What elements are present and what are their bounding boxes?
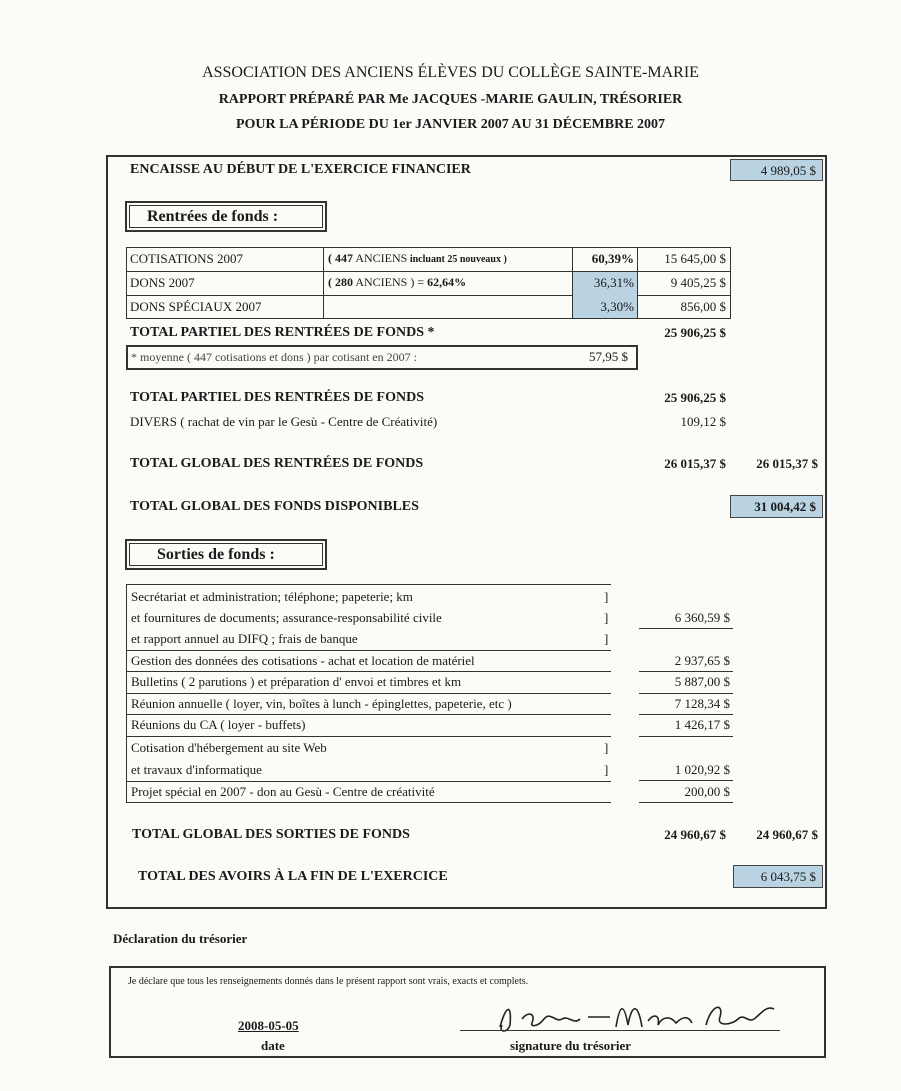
fin-amount: 6 043,75 $ — [733, 865, 823, 888]
row-label: Cotisation d'hébergement au site Web — [131, 740, 327, 755]
row-bracket: ] — [604, 762, 609, 777]
sorties-global-amount-right: 24 960,67 $ — [756, 827, 818, 842]
declaration-text: Je déclare que tous les renseignements donnés dans le présent rapport sont vrais, exacts et complets. — [128, 976, 529, 987]
row-amount: 856,00 $ — [680, 299, 726, 314]
opening-balance-amount: 4 989,05 $ — [730, 159, 823, 181]
row-label: COTISATIONS 2007 — [130, 251, 244, 266]
rentrees-global-label: TOTAL GLOBAL DES RENTRÉES DE FONDS — [130, 456, 424, 471]
row-note: ( 447 ANCIENS incluant 25 nouveaux ) — [328, 251, 507, 265]
fin-label: TOTAL DES AVOIRS À LA FIN DE L'EXERCICE — [138, 869, 448, 884]
disponibles-amount: 31 004,42 $ — [730, 495, 823, 518]
divers-amount: 109,12 $ — [680, 414, 726, 429]
row-amount: 15 645,00 $ — [664, 251, 726, 266]
row-amount: 1 426,17 $ — [674, 717, 730, 732]
signature-label: signature du trésorier — [510, 1038, 632, 1053]
signature-image — [492, 997, 782, 1044]
row-percent: 60,39% — [591, 251, 634, 266]
header-line-2: RAPPORT PRÉPARÉ PAR Me JACQUES -MARIE GAULIN, TRÉSORIER — [218, 92, 683, 107]
sorties-global-label: TOTAL GLOBAL DES SORTIES DE FONDS — [132, 827, 410, 842]
rentrees-global-amount-right: 26 015,37 $ — [756, 456, 818, 471]
row-label: et fournitures de documents; assurance-responsabilité civile — [131, 610, 442, 625]
divers-label: DIVERS ( rachat de vin par le Gesù - Centre de Créativité) — [130, 414, 438, 429]
rentrees-subtotal2-label: TOTAL PARTIEL DES RENTRÉES DE FONDS — [130, 390, 424, 405]
row-percent: 3,30% — [600, 299, 634, 314]
row-label: DONS 2007 — [130, 275, 195, 290]
row-amount: 2 937,65 $ — [674, 653, 730, 668]
row-label: Bulletins ( 2 parutions ) et préparation d' envoi et timbres et km — [131, 674, 462, 689]
average-amount: 57,95 $ — [589, 349, 628, 364]
row-bracket: ] — [604, 610, 609, 625]
row-label: Gestion des données des cotisations - achat et location de matériel — [131, 653, 475, 668]
row-label: DONS SPÉCIAUX 2007 — [130, 299, 262, 314]
row-note: ( 280 ANCIENS ) = 62,64% — [328, 275, 467, 289]
row-amount: 7 128,34 $ — [674, 696, 730, 711]
row-bracket: ] — [604, 589, 609, 604]
row-amount: 200,00 $ — [684, 784, 730, 799]
row-label: Secrétariat et administration; téléphone; papeterie; km — [131, 589, 413, 604]
declaration-date-label: date — [261, 1038, 285, 1053]
row-bracket: ] — [604, 740, 609, 755]
header-line-1: ASSOCIATION DES ANCIENS ÉLÈVES DU COLLÈGE SAINTE-MARIE — [202, 64, 699, 81]
rentrees-subtotal-label: TOTAL PARTIEL DES RENTRÉES DE FONDS * — [130, 325, 435, 340]
row-label: Réunion annuelle ( loyer, vin, boîtes à lunch - épinglettes, papeterie, etc ) — [131, 696, 512, 711]
declaration-heading: Déclaration du trésorier — [113, 931, 248, 946]
row-bracket: ] — [604, 631, 609, 646]
opening-balance-label: ENCAISSE AU DÉBUT DE L'EXERCICE FINANCIER — [130, 162, 471, 177]
row-label: et rapport annuel au DIFQ ; frais de banque — [131, 631, 358, 646]
row-amount: 6 360,59 $ — [674, 610, 730, 625]
row-percent: 36,31% — [593, 275, 634, 290]
rentrees-subtotal-amount: 25 906,25 $ — [664, 325, 726, 340]
sorties-global-amount: 24 960,67 $ — [664, 827, 726, 842]
rentrees-subtotal2-amount: 25 906,25 $ — [664, 390, 726, 405]
rentrees-global-amount: 26 015,37 $ — [664, 456, 726, 471]
row-amount: 1 020,92 $ — [674, 762, 730, 777]
row-label: Réunions du CA ( loyer - buffets) — [131, 717, 306, 732]
rentrees-title: Rentrées de fonds : — [125, 201, 327, 232]
row-amount: 5 887,00 $ — [674, 674, 730, 689]
disponibles-label: TOTAL GLOBAL DES FONDS DISPONIBLES — [130, 499, 419, 514]
sorties-title: Sorties de fonds : — [125, 539, 327, 570]
row-amount: 9 405,25 $ — [670, 275, 726, 290]
row-label: Projet spécial en 2007 - don au Gesù - Centre de créativité — [131, 784, 435, 799]
row-label: et travaux d'informatique — [131, 762, 262, 777]
header-line-3: POUR LA PÉRIODE DU 1er JANVIER 2007 AU 31 DÉCEMBRE 2007 — [235, 117, 666, 132]
average-label: * moyenne ( 447 cotisations et dons ) par cotisant en 2007 : — [131, 350, 417, 364]
declaration-date: 2008-05-05 — [238, 1018, 299, 1033]
